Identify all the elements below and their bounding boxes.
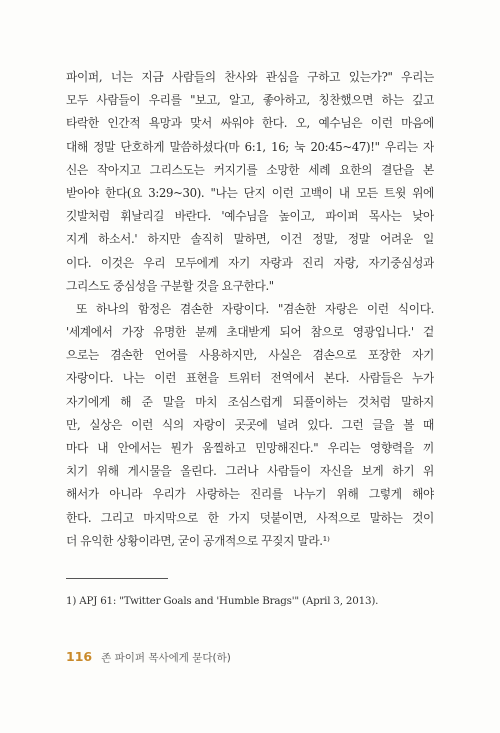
body-line: 더 유익한 상황이라면, 굳이 공개적으로 꾸짖지 말라.¹⁾ [66,533,330,548]
body-line: 신은 작아지고 그리스도는 커지기를 소망한 세례 요한의 결단을 본 [66,162,434,177]
running-title: 존 파이퍼 목사에게 묻다(하) [101,652,231,664]
body-line: 모두 사람들이 우리를 "보고, 알고, 좋아하고, 칭찬했으면 하는 깊고 [66,93,434,108]
body-text [66,66,434,553]
body-line: 마다 내 안에서는 뭔가 움찔하고 민망해진다." 우리는 영향력을 끼 [66,441,434,455]
body-line: 해서가 아니라 우리가 사랑하는 진리를 나누기 위해 그렇게 해야 [66,487,434,502]
body-line: 지게 하소서.' 하지만 솔직히 말하면, 이건 정말, 정말 어려운 일 [66,232,434,247]
body-line: 타락한 인간적 욕망과 맞서 싸워야 한다. 오, 예수님은 이런 마음에 [66,116,434,131]
body-line: 으로는 겸손한 언어를 사용하지만, 사실은 겸손으로 포장한 자기 [66,348,434,363]
body-line: 그리스도 중심성을 구분할 것을 요구한다." [66,278,274,293]
footnote-divider [66,578,168,579]
body-line: '세계에서 가장 유명한 분께 초대받게 되어 참으로 영광입니다.' 겉 [66,325,434,340]
body-line: 이다. 이것은 우리 모두에게 자기 자랑과 진리 자랑, 자기중심성과 [66,255,434,270]
page-footer [66,649,231,665]
body-line: 치기 위해 게시물을 올린다. 그러나 사람들이 자신을 보게 하기 위 [66,464,434,479]
body-line: 만, 실상은 이런 식의 자랑이 곳곳에 널려 있다. 그런 글을 볼 때 [66,417,434,432]
body-line: 한다. 그리고 마지막으로 한 가지 덧붙이면, 사적으로 말하는 것이 [66,510,434,525]
body-line: 받아야 한다(요 3:29~30). "나는 단지 이런 고백이 내 모든 트윗 위에 [66,185,434,200]
footnote: 1) APJ 61: "Twitter Goals and 'Humble Brags'" (April 3, 2013). [66,595,379,607]
page-number: 116 [66,649,93,664]
body-line: 파이퍼, 너는 지금 사람들의 찬사와 관심을 구하고 있는가?" 우리는 [66,70,434,84]
body-line: 깃발처럼 휘날리길 바란다. '예수님을 높이고, 파이퍼 목사는 낮아 [66,209,434,224]
body-line: 자기에게 해 준 말을 마치 조심스럽게 되풀이하는 것처럼 말하지 [66,394,434,409]
body-line: 자랑이다. 나는 이런 표현을 트위터 전역에서 본다. 사람들은 누가 [66,371,434,386]
body-line: 또 하나의 함정은 겸손한 자랑이다. "겸손한 자랑은 이런 식이다. [76,301,434,316]
body-line: 대해 정말 단호하게 말씀하셨다(마 6:1, 16; 눅 20:45~47)!" 우리는 자 [66,139,434,154]
